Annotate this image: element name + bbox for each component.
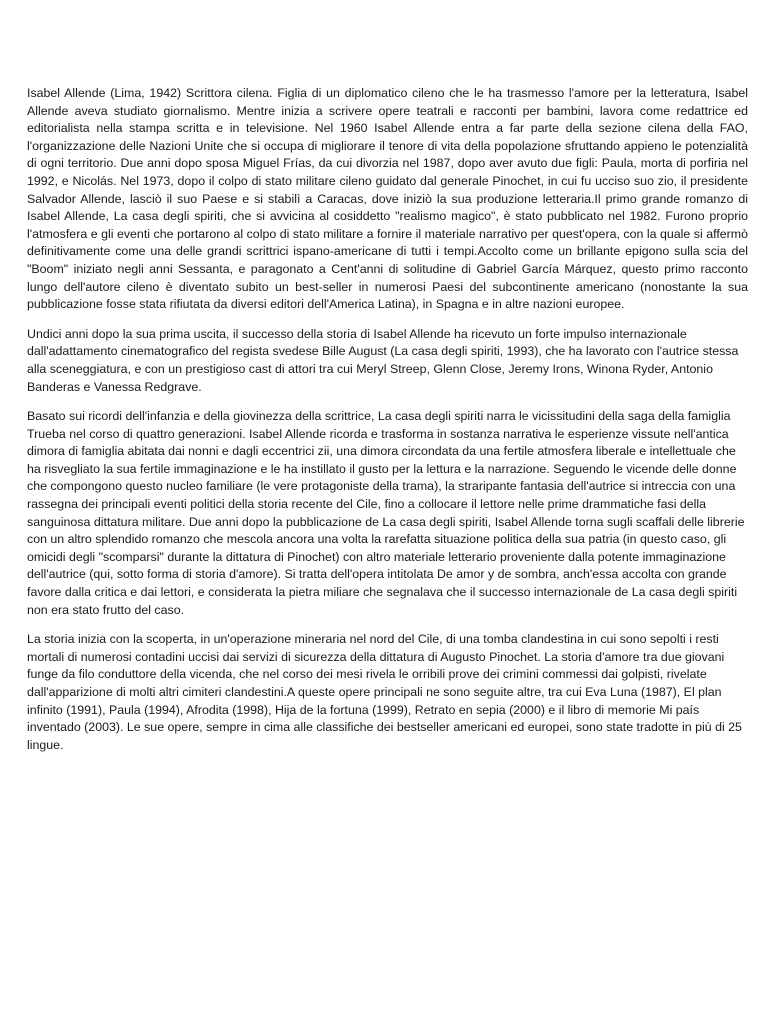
paragraph-film-adaptation: Undici anni dopo la sua prima uscita, il successo della storia di Isabel Allende ha ricevuto un forte impulso internazionale dall'adattamento cinematografico del regista svedese Bille August (La casa degli spiriti, 1993), che ha lavorato con l'autrice stessa alla sceneggiatura, e con un prestigioso cast di attori tra cui Meryl Streep, Glenn Close, Jeremy Irons, Winona Ryder, Antonio Banderas e Vanessa Redgrave. (27, 326, 739, 394)
paragraph-de-amor-y-de-sombra: La storia inizia con la scoperta, in un'operazione mineraria nel nord del Cile, di una tomba clandestina in cui sono sepolti i resti mortali di numerosi contadini uccisi dai servizi di sicurezza della dittatura di Augusto Pinochet. La storia d'amore tra due giovani funge da filo conduttore della vicenda, che nel corso dei mesi rivela le orribili prove dei crimini commessi dai golpisti, rivelate dall'apparizione di molti altri cimiteri clandestini.A queste opere principali ne sono seguite altre, tra cui Eva Luna (1987), El plan infinito (1991), Paula (1994), Afrodita (1998), Hija de la fortuna (1999), Retrato en sepia (2000) e il libro di memorie Mi país inventado (2003). Le sue opere, sempre in cima alle classifiche dei bestseller americani ed europei, sono state tradotte in più di 25 lingue. (27, 632, 742, 752)
paragraph-biography: Isabel Allende (Lima, 1942) Scrittora cilena. Figlia di un diplomatico cileno che le ha trasmesso l'amore per la letteratura, Isabel Allende aveva studiato giornalismo. Mentre inizia a scrivere opere teatrali e racconti per bambini, lavora come redattrice ed editorialista nella stampa scritta e in televisione. Nel 1960 Isabel Allende entra a far parte della sezione cilena della FAO, l'organizzazione delle Nazioni Unite che si occupa di migliorare il tenore di vita della popolazione sfruttando appieno le potenzialità di ogni territorio. Due anni dopo sposa Miguel Frías, da cui divorzia nel 1987, dopo aver avuto due figli: Paula, morta di porfiria nel 1992, e Nicolás. Nel 1973, dopo il colpo di stato militare cileno guidato dal generale Pinochet, in cui fu ucciso suo zio, il presidente Salvador Allende, lasciò il suo Paese e si stabilì a Caracas, dove iniziò la sua produzione letteraria.Il primo grande romanzo di Isabel Allende, La casa degli spiriti, che si avvicina al cosiddetto "realismo magico", è stato pubblicato nel 1982. Furono proprio l'atmosfera e gli eventi che portarono al colpo di stato militare a fornire il materiale narrativo per quest'opera, con la quale si affermò definitivamente come una delle grandi scrittrici ispano-americane di tutti i tempi.Accolto come un brillante epigono sulla scia del "Boom" iniziato negli anni Sessanta, e paragonato a Cent'anni di solitudine di Gabriel García Márquez, questo primo racconto lungo dell'autore cileno è diventato subito un best-seller in numerosi Paesi del subcontinente americano (nonostante la sua pubblicazione fosse stata rifiutata da diversi editori dell'America Latina), in Spagna e in altre nazioni europee. (27, 86, 748, 312)
document-page (27, 85, 748, 766)
paragraph-la-casa-degli-spiriti: Basato sui ricordi dell'infanzia e della giovinezza della scrittrice, La casa degli spiriti narra le vicissitudini della saga della famiglia Trueba nel corso di quattro generazioni. Isabel Allende ricorda e trasforma in sostanza narrativa le esperienze vissute nell'antica dimora di famiglia abitata dai nonni e dagli eccentrici zii, una dimora circondata da una fertile atmosfera liberale e intellettuale che ha risvegliato la sua fertile immaginazione e le ha instillato il gusto per la lettura e la narrazione. Seguendo le vicende delle donne che compongono questo nucleo familiare (le vere protagoniste della trama), la straripante fantasia dell'autrice si intreccia con una rassegna dei principali eventi politici della storia recente del Cile, fino a collocare il lettore nelle prime drammatiche fasi della sanguinosa dittatura militare. Due anni dopo la pubblicazione de La casa degli spiriti, Isabel Allende torna sugli scaffali delle librerie con un altro splendido romanzo che mescola ancora una volta la rarefatta situazione politica della sua patria (in questo caso, gli omicidi degli "scomparsi" durante la dittatura di Pinochet) con altro materiale letterario proveniente dalla potente immaginazione dell'autrice (qui, sotto forma di storia d'amore). Si tratta dell'opera intitolata De amor y de sombra, anch'essa accolta con grande favore dalla critica e dai lettori, e considerata la pietra miliare che segnalava che il successo internazionale de La casa degli spiriti non era stato frutto del caso. (27, 409, 745, 617)
